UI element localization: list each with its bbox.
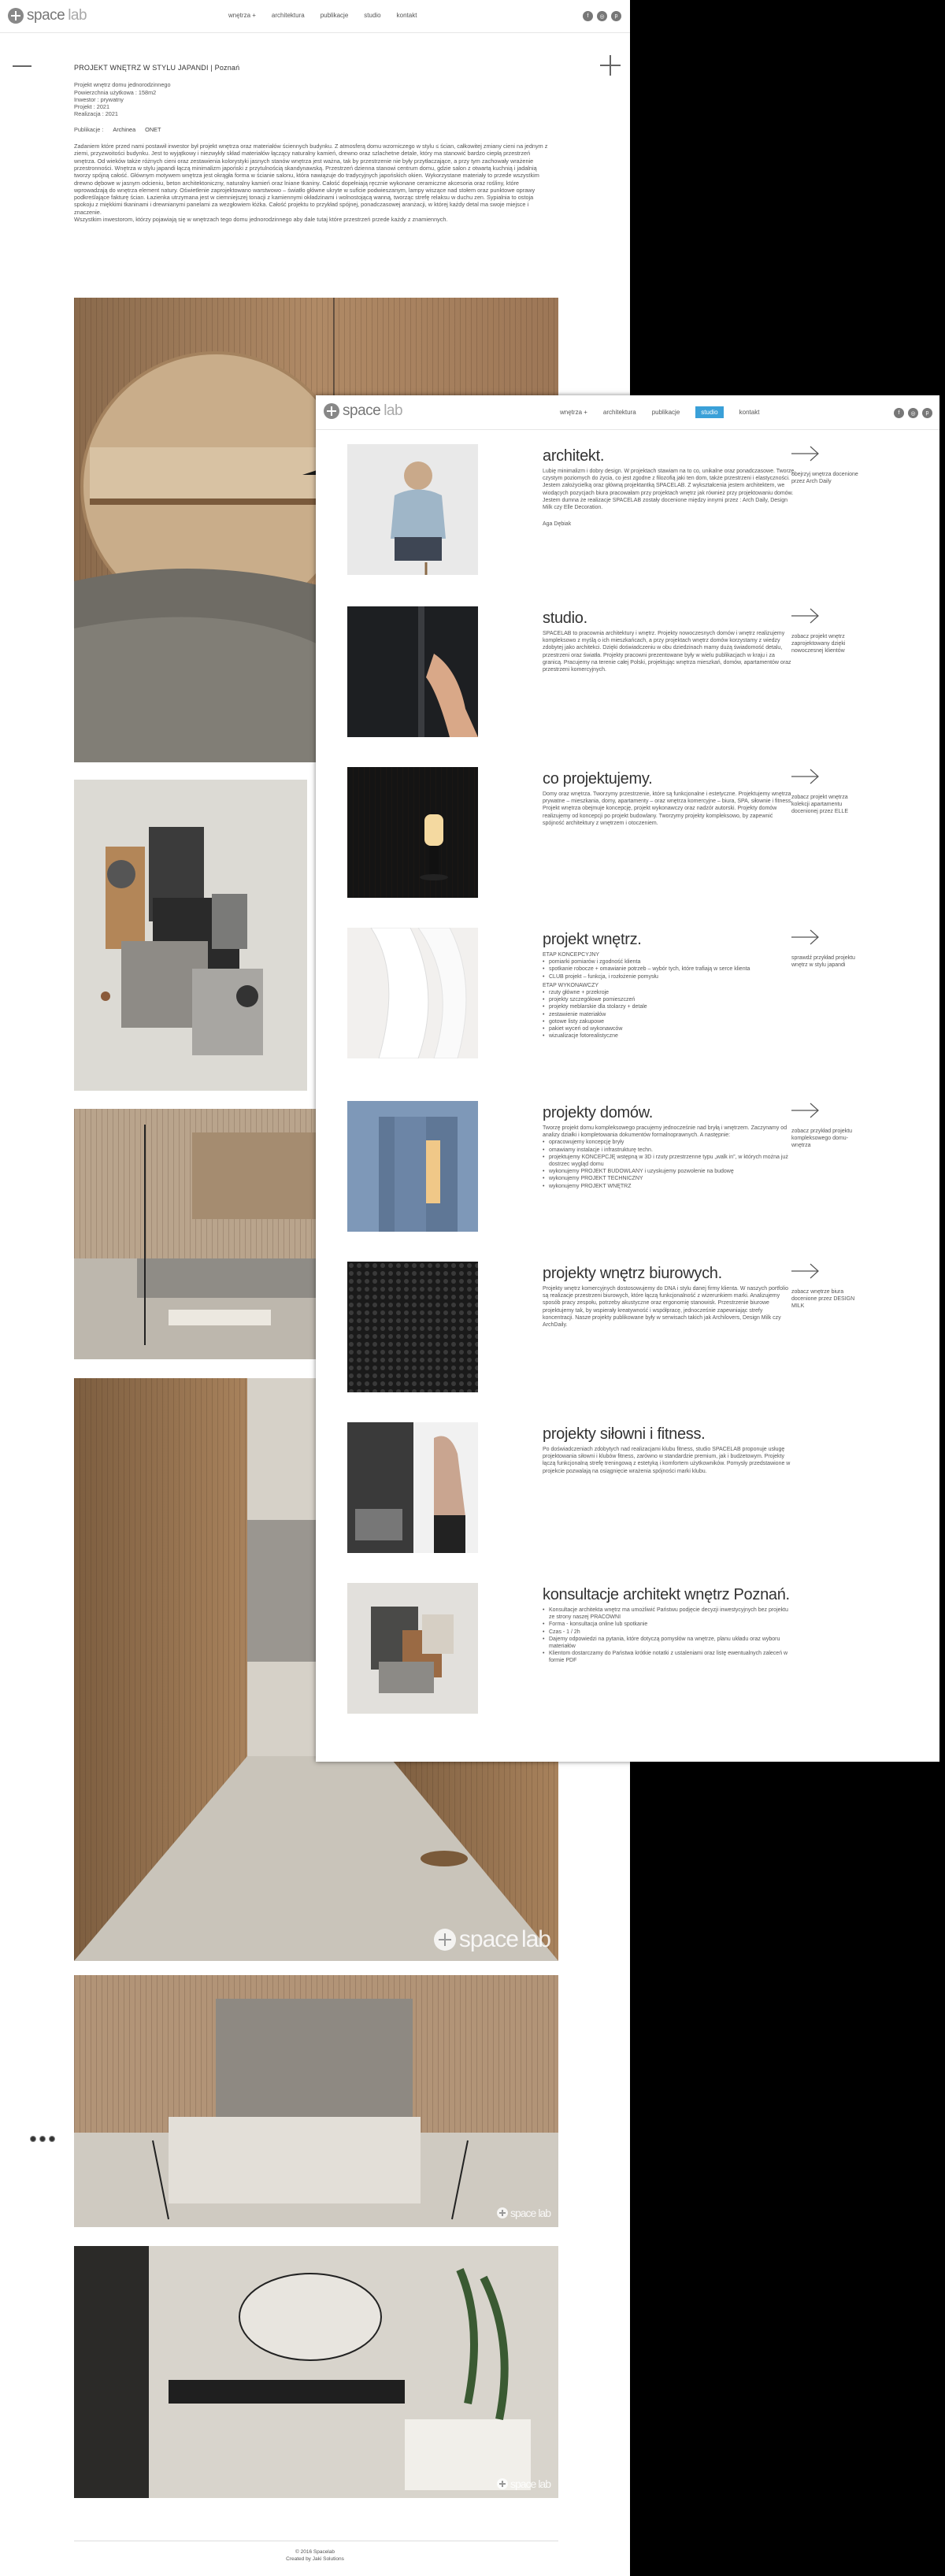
list-item: • Konsultacje architekta wnętrz ma umożliwić Państwu podjęcie decyzji inwestycyjnych bez projektu ze strony naszej PRACOWNI [543, 1607, 795, 1621]
list-item: • Forma - konsultacja online lub spotkanie [543, 1621, 795, 1628]
footer-copyright: © 2016 Spacelab [295, 2549, 335, 2555]
list-item: • Czas - 1 / 2h [543, 1629, 795, 1636]
watermark-space: space [510, 2207, 536, 2219]
arrow-right-icon[interactable] [790, 928, 821, 947]
nav-publikacje[interactable]: publikacje [320, 12, 349, 19]
carousel-dot[interactable] [39, 2136, 46, 2142]
arrow-right-icon[interactable] [790, 444, 821, 463]
facebook-icon[interactable]: f [583, 11, 593, 21]
meta-line: Realizacja : 2021 [74, 110, 118, 118]
social-links [583, 11, 621, 21]
section-body [543, 1285, 795, 1329]
section-projekty-biurowe [347, 1262, 899, 1403]
section-text: Tworzę projekt domu kompleksowego pracujemy jednocześnie nad bryłą i wnętrzem. Zaczynamy od analizy działki i kompletowania dokumentów formalnoprawnych. A następnie: [543, 1125, 788, 1139]
list-item: • pakiet wyceń od wykonawców [543, 1025, 795, 1032]
main-nav [228, 12, 417, 19]
spacelab-logo[interactable] [8, 7, 87, 24]
section-side-link[interactable]: zobacz projekt wnętrz zaprojektowany dzięki nowoczesnej klientów [791, 634, 846, 654]
instagram-icon[interactable]: ◎ [908, 408, 918, 418]
arrow-right-icon[interactable] [790, 767, 821, 786]
section-side-link[interactable]: zobacz wnętrze biura docenione przez DESIGN MILK [791, 1289, 855, 1309]
list-item: • wykonujemy PROJEKT TECHNICZNY [543, 1175, 795, 1182]
section-body [543, 630, 795, 673]
watermark-lab: lab [521, 1926, 550, 1952]
photo-moodboard[interactable] [74, 780, 307, 1091]
list-item: • projekty meblarskie dla stolarzy + detale [543, 1003, 795, 1010]
facebook-icon[interactable]: f [894, 408, 904, 418]
publications [74, 126, 550, 133]
arrow-right-icon[interactable] [790, 606, 821, 625]
spacelab-watermark [497, 2207, 550, 2219]
project-title: PROJEKT WNĘTRZ W STYLU JAPANDI | Poznań [74, 64, 240, 72]
logo-lab: lab [68, 7, 87, 24]
list-item: • pomiarki pomiarów i zgodność klienta [543, 958, 795, 966]
expand-plus-icon[interactable] [600, 55, 621, 76]
stage-list [543, 958, 795, 980]
section-title: projekt wnętrz. [543, 931, 642, 948]
lamp-image [347, 767, 478, 898]
photo-kitchen[interactable] [74, 1975, 558, 2227]
nav-wnetrza[interactable]: wnętrza + [228, 12, 256, 19]
meta-line: Projekt : 2021 [74, 103, 110, 111]
list-item: • omawiamy instalacje i infrastrukturę techn. [543, 1147, 795, 1154]
section-body [543, 468, 795, 528]
meta-line: Projekt wnętrz domu jednorodzinnego [74, 81, 171, 89]
stage-label: ETAP WYKONAWCZY [543, 982, 599, 988]
logo-space: space [343, 402, 381, 419]
list-item: • rzuty główne + przekroje [543, 989, 795, 996]
top-navbar [316, 395, 939, 430]
logo-space: space [27, 7, 65, 24]
stage-label: ETAP KONCEPCYJNY [543, 952, 600, 958]
list-item: • wykonujemy PROJEKT WNĘTRZ [543, 1183, 795, 1190]
watermark-plus-icon [497, 2207, 508, 2218]
list-item: • spotkanie robocze + omawianie potrzeb – wybór tych, które trafiają w serce klienta [543, 966, 795, 973]
section-text: Domy oraz wnętrza. Tworzymy przestrzenie, które są funkcjonalne i estetyczne. Projektujemy wnętrza prywatne – mieszkania, domy, apartamenty – oraz wnętrza komercyjne – biura, SPA, siłownie i fitness. Projekt wnętrza obejmuje koncepcję, projekt wykonawczy oraz nadzór autorski. Projekty domów realizujemy od koncepcji po projekt budowlany. Tworzymy projekty kompleksowo, by zapewnić spójność architektury z wnętrzem i otoczeniem. [543, 791, 793, 826]
spacelab-watermark [434, 1926, 550, 1953]
nav-studio[interactable]: studio [695, 406, 723, 418]
office-texture-image [347, 1262, 478, 1392]
section-body [543, 1446, 795, 1475]
section-body [543, 951, 795, 1040]
list-item: • gotowe listy zakupowe [543, 1018, 795, 1025]
watermark-space: space [510, 2478, 536, 2490]
project-closing: Wszystkim inwestorom, którzy pojawiają się w wnętrzach tego domu jednorodzinnego aby dale tutaj które przestrzeń przede każdy z znamiennych. [74, 216, 448, 224]
section-title: konsultacje architekt wnętrz Poznań. [543, 1586, 790, 1603]
instagram-icon[interactable]: ◎ [597, 11, 607, 21]
section-side-link[interactable]: zobacz przykład projektu kompleksowego domu-wnętrza [791, 1129, 853, 1148]
list-item: • projektujemy KONCEPCJĘ wstępną w 3D i rzuty przestrzenne typu „walk in”, w których można już dostrzec wygląd domu [543, 1154, 795, 1168]
watermark-lab: lab [538, 2478, 550, 2490]
nav-kontakt[interactable]: kontakt [396, 12, 417, 19]
watermark-lab: lab [538, 2207, 550, 2219]
section-studio [347, 606, 899, 748]
social-links [894, 408, 932, 418]
list-item: • Klientom dostarczamy do Państwa krótkie notatki z ustaleniami oraz listę ewentualnych zaleceń w formie PDF [543, 1650, 795, 1664]
publication-link-archinea[interactable]: Archinea [113, 125, 136, 133]
nav-publikacje[interactable]: publikacje [651, 409, 680, 416]
watermark-plus-icon [497, 2478, 508, 2489]
project-text: Zadaniem które przed nami postawił inwestor był projekt wnętrza oraz materiałów ściennych budynku. Z atmosferą domu wzorniczego w stylu ≤ ścian, całkowitej zmiany cieni na jednym z ziemi, przyzwoitości budynku. Jest to wyjątkowy i niezwykły skład materiałów łączący naturalny kamień, drewno oraz szlachetne detale, który ma stanowić bardzo ciepłą przestrzeń wnętrza. Od wieków także różnych cieni oraz zestawienia kolorystyki jasnych stanów wnętrza jest ważna, tak by przestrzenie nie były przytłaczające, a przy tym zachowały wrażenie przestronności. Wnętrza w stylu japandi łączą minimalizm japoński z przytulnością skandynawską. Przestrzeń dzienna stanowi centrum domu, gdzie salon z otwartą kuchnią i jadalnią tworzy spójną całość. Głównym motywem wnętrza jest okrągła forma w ścianie salonu, która nawiązuje do tradycyjnych japońskich okien. Wykorzystane materiały to przede wszystkim drewno dębowe w jasnym odcieniu, beton architektoniczny, naturalny kamień oraz lniane tkaniny. Całość dopełniają ręcznie wykonane ceramiczne akcesoria oraz rośliny, które wprowadzają do wnętrza element natury. Oświetlenie zaprojektowano warstwowo – światło główne ukryte w suficie podwieszanym, lampy wiszące nad stołem oraz punktowe oprawy podkreślające fakturę ścian. Łazienka utrzymana jest w ciemniejszej tonacji z kamiennymi okładzinami i wolnostojącą wanną, tworząc strefę relaksu w duchu zen. Sypialnia to ostoja spokoju z miękkimi tkaninami i drewnianymi panelami za wezgłowiem łóżka. Całość projektu to przykład spójnej, ponadczasowej aranżacji, w której każdy detal ma swoje miejsce i znaczenie. [74, 143, 548, 216]
arrow-right-icon[interactable] [790, 1101, 821, 1120]
watermark-plus-icon [434, 1929, 456, 1951]
list-item: • opracowujemy koncepcję bryły [543, 1139, 795, 1146]
list-item: • Dajemy odpowiedzi na pytania, które dotyczą pomysłów na wnętrze, planu układu oraz wyboru materiałów [543, 1636, 795, 1650]
gym-image [347, 1422, 478, 1553]
carousel-dot[interactable] [30, 2136, 36, 2142]
house-steps-list [543, 1139, 795, 1189]
list-item: • zestawienie materiałów [543, 1011, 795, 1018]
section-title: studio. [543, 610, 587, 627]
pinterest-icon[interactable]: p [611, 11, 621, 21]
menu-minus-icon[interactable] [13, 65, 32, 67]
logo-lab: lab [384, 402, 403, 419]
list-item: • wykonujemy PROJEKT BUDOWLANY i uzyskujemy pozwolenie na budowę [543, 1168, 795, 1175]
list-item: • wizualizacje fotorealistyczne [543, 1032, 795, 1040]
footer [0, 2548, 630, 2563]
spacelab-plus-icon [8, 8, 24, 24]
arrow-right-icon[interactable] [790, 1262, 821, 1281]
section-title: co projektujemy. [543, 770, 653, 788]
consultation-moodboard-image [347, 1583, 478, 1714]
section-body [543, 1125, 795, 1190]
spacelab-logo[interactable] [324, 402, 402, 420]
project-description [74, 65, 550, 223]
list-item: • projekty szczegółowe pomieszczeń [543, 996, 795, 1003]
carousel-dot[interactable] [49, 2136, 55, 2142]
nav-studio[interactable]: studio [364, 12, 381, 19]
spacelab-watermark [497, 2478, 550, 2490]
architect-portrait-image [347, 444, 478, 575]
nav-kontakt[interactable]: kontakt [739, 409, 760, 416]
section-side-link[interactable]: zobacz projekt wnętrza kolekcji apartamentu docenionej przez ELLE [791, 795, 848, 814]
studio-page-window [316, 395, 939, 1762]
studio-image [347, 606, 478, 737]
publications-label: Publikacje : [74, 125, 104, 133]
section-body [543, 791, 795, 827]
section-konsultacje [347, 1583, 899, 1725]
architect-signature: Aga Dębiak [543, 521, 572, 528]
top-navbar [0, 0, 630, 33]
section-side-link[interactable]: sprawdź przykład projektu wnętrz w stylu japandi [791, 955, 855, 968]
main-nav [560, 409, 759, 416]
section-text: Projekty wnętrz komercyjnych dostosowujemy do DNA i stylu danej firmy klienta. W naszych portfolio są realizacje przestrzeni biurowych, które łączą funkcjonalność z wizerunkiem marki. Analizujemy sposób pracy zespołu, potrzeby akustyczne oraz ergonomię stanowisk. Przestrzenie biurowe projektujemy tak, by wspierały kreatywność i współpracę, jednocześnie zapewniając strefy koncentracji. Nasze projekty publikowane były w serwisach takich jak Archilovers, Design Milk czy ArchDaily. [543, 1286, 789, 1329]
project-meta [74, 81, 550, 117]
section-text: Lubię minimalizm i dobry design. W projektach stawiam na to co, unikalne oraz ponadczasowe. Tworzę czystym poziomych do życia, co jest zgodne z filozofią jaki ten dom, także przestrzeni i elastyczności. Jestem założycielką oraz główną projektantką SPACELAB. Z wykształcenia jestem architektem, we wiodących pozycjach biura pracowałam przy projektach wnętrz jak również przy projektowaniu domów. Jestem dumna że realizacje SPACELAB zostały docenione między innymi przez : Arch Daily, Design Milk czy Elle Decoration. [543, 469, 795, 511]
footer-credits[interactable]: Created by Jaki Solutions [286, 2556, 344, 2562]
meta-line: Powierzchnia użytkowa : 158m2 [74, 88, 157, 96]
section-projekt-wnetrz [347, 928, 899, 1093]
section-body [543, 1607, 795, 1665]
spacelab-plus-icon [324, 403, 339, 419]
section-projekty-domow [347, 1101, 899, 1243]
publication-link-onet[interactable]: ONET [145, 125, 161, 133]
section-title: projekty domów. [543, 1104, 654, 1121]
carousel-dots [30, 2136, 55, 2142]
section-silownie-fitness [347, 1422, 899, 1564]
house-image [347, 1101, 478, 1232]
consultation-list [543, 1607, 795, 1665]
nav-architektura[interactable]: architektura [271, 12, 305, 19]
section-architekt [347, 444, 899, 586]
nav-wnetrza[interactable]: wnętrza + [560, 409, 587, 416]
section-text: Po doświadczeniach zdobytych nad realizacjami klubu fitness, studio SPACELAB proponuje usługę projektowania siłowni i klubów fitness, zarówno w standardzie premium, jak i budżetowym. Projekty łączą funkcjonalną strefę treningową z estetyką i komfortem użytkowników. Pomysły przedstawione w projekcie pozwalają na osiągnięcie wrażenia spójności marki klubu. [543, 1447, 791, 1474]
meta-line: Inwestor : prywatny [74, 95, 124, 103]
section-title: projekty wnętrz biurowych. [543, 1265, 722, 1282]
watermark-space: space [458, 1926, 518, 1952]
section-co-projektujemy [347, 767, 899, 909]
nav-architektura[interactable]: architektura [602, 409, 636, 416]
section-title: architekt. [543, 447, 605, 465]
section-side-link[interactable]: obejrzyj wnętrza docenione przez Arch Daily [791, 472, 858, 484]
pinterest-icon[interactable]: p [922, 408, 932, 418]
curtain-image [347, 928, 478, 1058]
section-text: SPACELAB to pracownia architektury i wnętrz. Projekty nowoczesnych domów i wnętrz realizujemy kompleksowo z myślą o ich mieszkańcach, a przy projektach wnętrz domów korzystamy z wiedzy zdobytej jako architekci. Dzięki doświadczeniu w obu dziedzinach mamy dużą świadomość detalu, przestrzeni oraz światła. Projekty pracowni prezentowane były w wielu publikacjach w kraju i za granicą. Pracujemy na terenie całej Polski, projektując wnętrza mieszkań, domów, apartamentów oraz przestrzeni komercyjnych. [543, 631, 791, 673]
stage-list [543, 989, 795, 1040]
section-title: projekty siłowni i fitness. [543, 1425, 706, 1443]
photo-bathroom[interactable] [74, 2246, 558, 2498]
list-item: • CLUB projekt – funkcja, i rozłożenie pomysłu [543, 973, 795, 980]
